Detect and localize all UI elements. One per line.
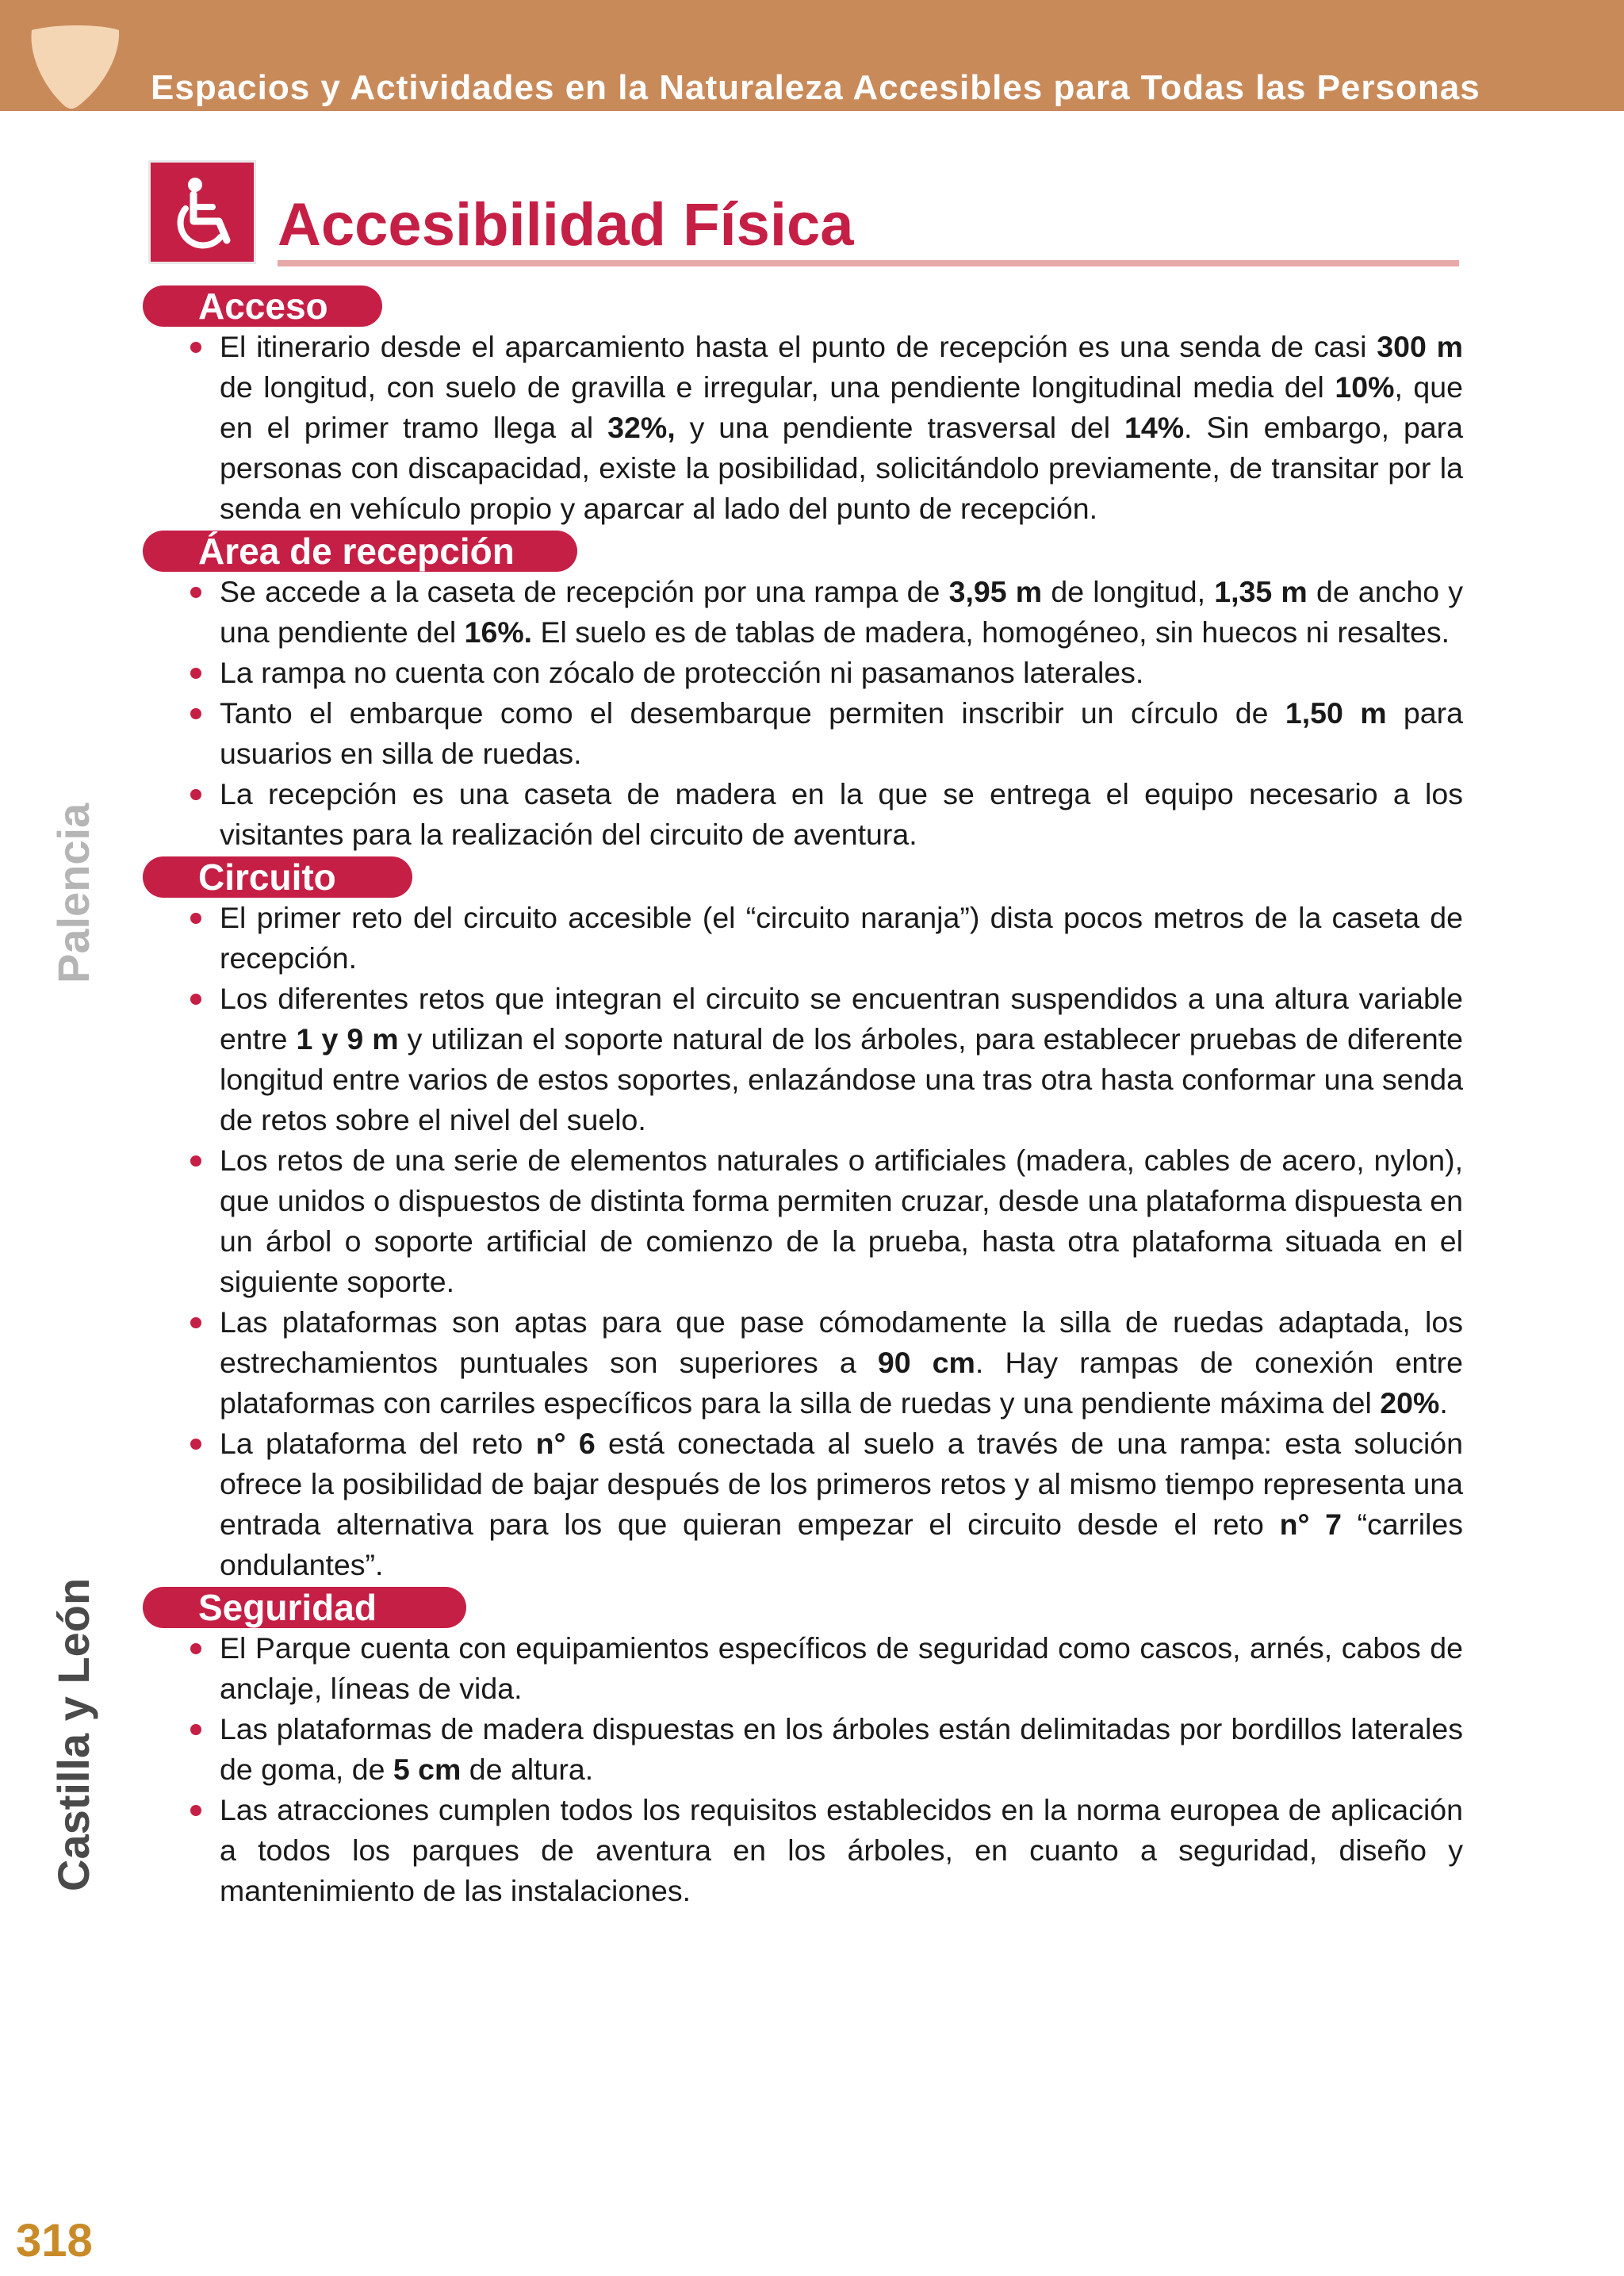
list-item <box>143 1790 1463 1911</box>
bold-value: 5 cm <box>393 1753 462 1786</box>
text-run: Las plataformas son aptas para que pase cómodamente la silla de ruedas adaptada, los estrechamientos puntuales son superiores a <box>220 1305 1463 1379</box>
bold-value: 300 m <box>1377 330 1463 363</box>
text-run: para usuarios en silla de ruedas. <box>220 696 1463 770</box>
area-recepcion-list <box>143 572 1463 855</box>
text-run: Las atracciones cumplen todos los requisitos establecidos en la norma europea de aplicación a todos los parques de aventura en los árboles, en cuanto a seguridad, diseño y mantenimiento de las instalaciones. <box>220 1793 1463 1907</box>
bullet-icon <box>190 587 201 598</box>
title-divider <box>278 260 1459 266</box>
text-run: Los retos de una serie de elementos naturales o artificiales (madera, cables de acero, nylon), que unidos o dispuestos de distinta forma permiten cruzar, desde una plataforma dispuesta en un árbol o soporte artificial de comienzo de la prueba, hasta otra plataforma situada en el siguiente soporte. <box>220 1144 1463 1298</box>
list-item <box>143 898 1463 979</box>
list-item <box>143 979 1463 1140</box>
bullet-icon <box>190 1155 201 1167</box>
page-number: 318 <box>16 2215 93 2266</box>
bold-value: 10% <box>1335 370 1395 404</box>
acceso-list <box>143 327 1463 529</box>
text-run: El itinerario desde el aparcamiento hasta el punto de recepción es una senda de casi <box>220 330 1377 363</box>
list-item <box>143 1140 1463 1302</box>
text-run: La rampa no cuenta con zócalo de protección ni pasamanos laterales. <box>220 656 1144 689</box>
bold-value: 16%. <box>464 615 533 649</box>
bullet-icon <box>190 668 201 679</box>
bullet-icon <box>190 1643 201 1654</box>
bullet-icon <box>190 994 201 1005</box>
header-title: Espacios y Actividades en la Naturaleza Accesibles para Todas las Personas <box>151 68 1480 107</box>
text-run: La plataforma del reto <box>220 1427 536 1460</box>
text-run: de altura. <box>461 1753 594 1786</box>
list-item <box>143 1628 1463 1709</box>
text-run: . Hay rampas de conexión entre plataformas con carriles específicos para la silla de ruedas y una pendiente máxima del <box>220 1346 1463 1420</box>
bullet-icon <box>190 1317 201 1328</box>
text-run: y utilizan el soporte natural de los árboles, para establecer pruebas de diferente longitud entre varios de estos soportes, enlazándose una tras otra hasta conformar una senda de retos sobre el nivel del suelo. <box>220 1022 1463 1136</box>
text-run: de longitud, <box>1042 575 1215 608</box>
text-run: . Sin embargo, para personas con discapacidad, existe la posibilidad, solicitándolo previamente, de transitar por la senda en vehículo propio y aparcar al lado del punto de recepción. <box>220 411 1463 525</box>
list-item <box>143 572 1463 653</box>
bold-value: 3,95 m <box>948 575 1043 608</box>
bold-value: 1,35 m <box>1214 575 1308 608</box>
section-title: Accesibilidad Física <box>278 191 854 259</box>
text-run: El suelo es de tablas de madera, homogéneo, sin huecos ni resaltes. <box>532 615 1450 649</box>
text-run: Tanto el embarque como el desembarque permiten inscribir un círculo de <box>220 696 1285 730</box>
text-run: El primer reto del circuito accesible (el “circuito naranja”) dista pocos metros de la caseta de recepción. <box>220 901 1463 975</box>
leaf-logo-icon <box>24 24 127 111</box>
wheelchair-icon <box>151 163 254 262</box>
side-label-province: Palencia <box>48 803 98 983</box>
bold-value: 14% <box>1124 411 1185 444</box>
bold-value: 1 y 9 m <box>296 1022 399 1056</box>
bullet-icon <box>190 1805 201 1816</box>
bullet-icon <box>190 1724 201 1735</box>
list-item <box>143 693 1463 774</box>
text-run: y una pendiente trasversal del <box>675 411 1124 444</box>
bullet-icon <box>190 342 201 353</box>
heading-circuito: Circuito <box>143 856 412 898</box>
list-item <box>143 1423 1463 1585</box>
text-run: . <box>1439 1386 1448 1420</box>
bold-value: 32%, <box>607 411 676 444</box>
bullet-icon <box>190 1439 201 1450</box>
text-run: está conectada al suelo a través de una rampa: esta solución ofrece la posibilidad de bajar después de los primeros retos y al mismo tiempo representa una entrada alternativa para los que quieran empezar el circuito desde el reto <box>220 1427 1463 1541</box>
bullet-icon <box>190 789 201 800</box>
bold-value: n° 6 <box>535 1427 596 1460</box>
text-run: La recepción es una caseta de madera en la que se entrega el equipo necesario a los visitantes para la realización del circuito de aventura. <box>220 777 1463 851</box>
content <box>143 284 1463 1911</box>
side-label-region: Castilla y León <box>48 1577 98 1891</box>
text-run: Los diferentes retos que integran el circuito se encuentran suspendidos a una altura variable entre <box>220 982 1463 1056</box>
list-item <box>143 1709 1463 1790</box>
circuito-list <box>143 898 1463 1585</box>
text-run: “carriles ondulantes”. <box>220 1508 1463 1581</box>
list-item <box>143 653 1463 693</box>
list-item <box>143 1302 1463 1423</box>
bullet-icon <box>190 708 201 719</box>
list-item <box>143 327 1463 529</box>
text-run: Las plataformas de madera dispuestas en los árboles están delimitadas por bordillos laterales de goma, de <box>220 1712 1463 1786</box>
text-run: Se accede a la caseta de recepción por una rampa de <box>220 575 949 608</box>
bold-value: 90 cm <box>877 1346 975 1379</box>
heading-area-recepcion: Área de recepción <box>143 531 577 572</box>
heading-seguridad: Seguridad <box>143 1587 466 1628</box>
text-run: de ancho y una pendiente del <box>220 575 1463 649</box>
bold-value: 1,50 m <box>1285 696 1387 730</box>
seguridad-list <box>143 1628 1463 1911</box>
text-run: de longitud, con suelo de gravilla e irregular, una pendiente longitudinal media del <box>220 370 1335 404</box>
bold-value: 20% <box>1380 1386 1440 1420</box>
heading-acceso: Acceso <box>143 285 382 327</box>
bold-value: n° 7 <box>1279 1508 1342 1541</box>
text-run: , que en el primer tramo llega al <box>220 370 1464 444</box>
list-item <box>143 774 1463 855</box>
bullet-icon <box>190 913 201 924</box>
text-run: El Parque cuenta con equipamientos específicos de seguridad como cascos, arnés, cabos de anclaje, líneas de vida. <box>220 1631 1463 1705</box>
